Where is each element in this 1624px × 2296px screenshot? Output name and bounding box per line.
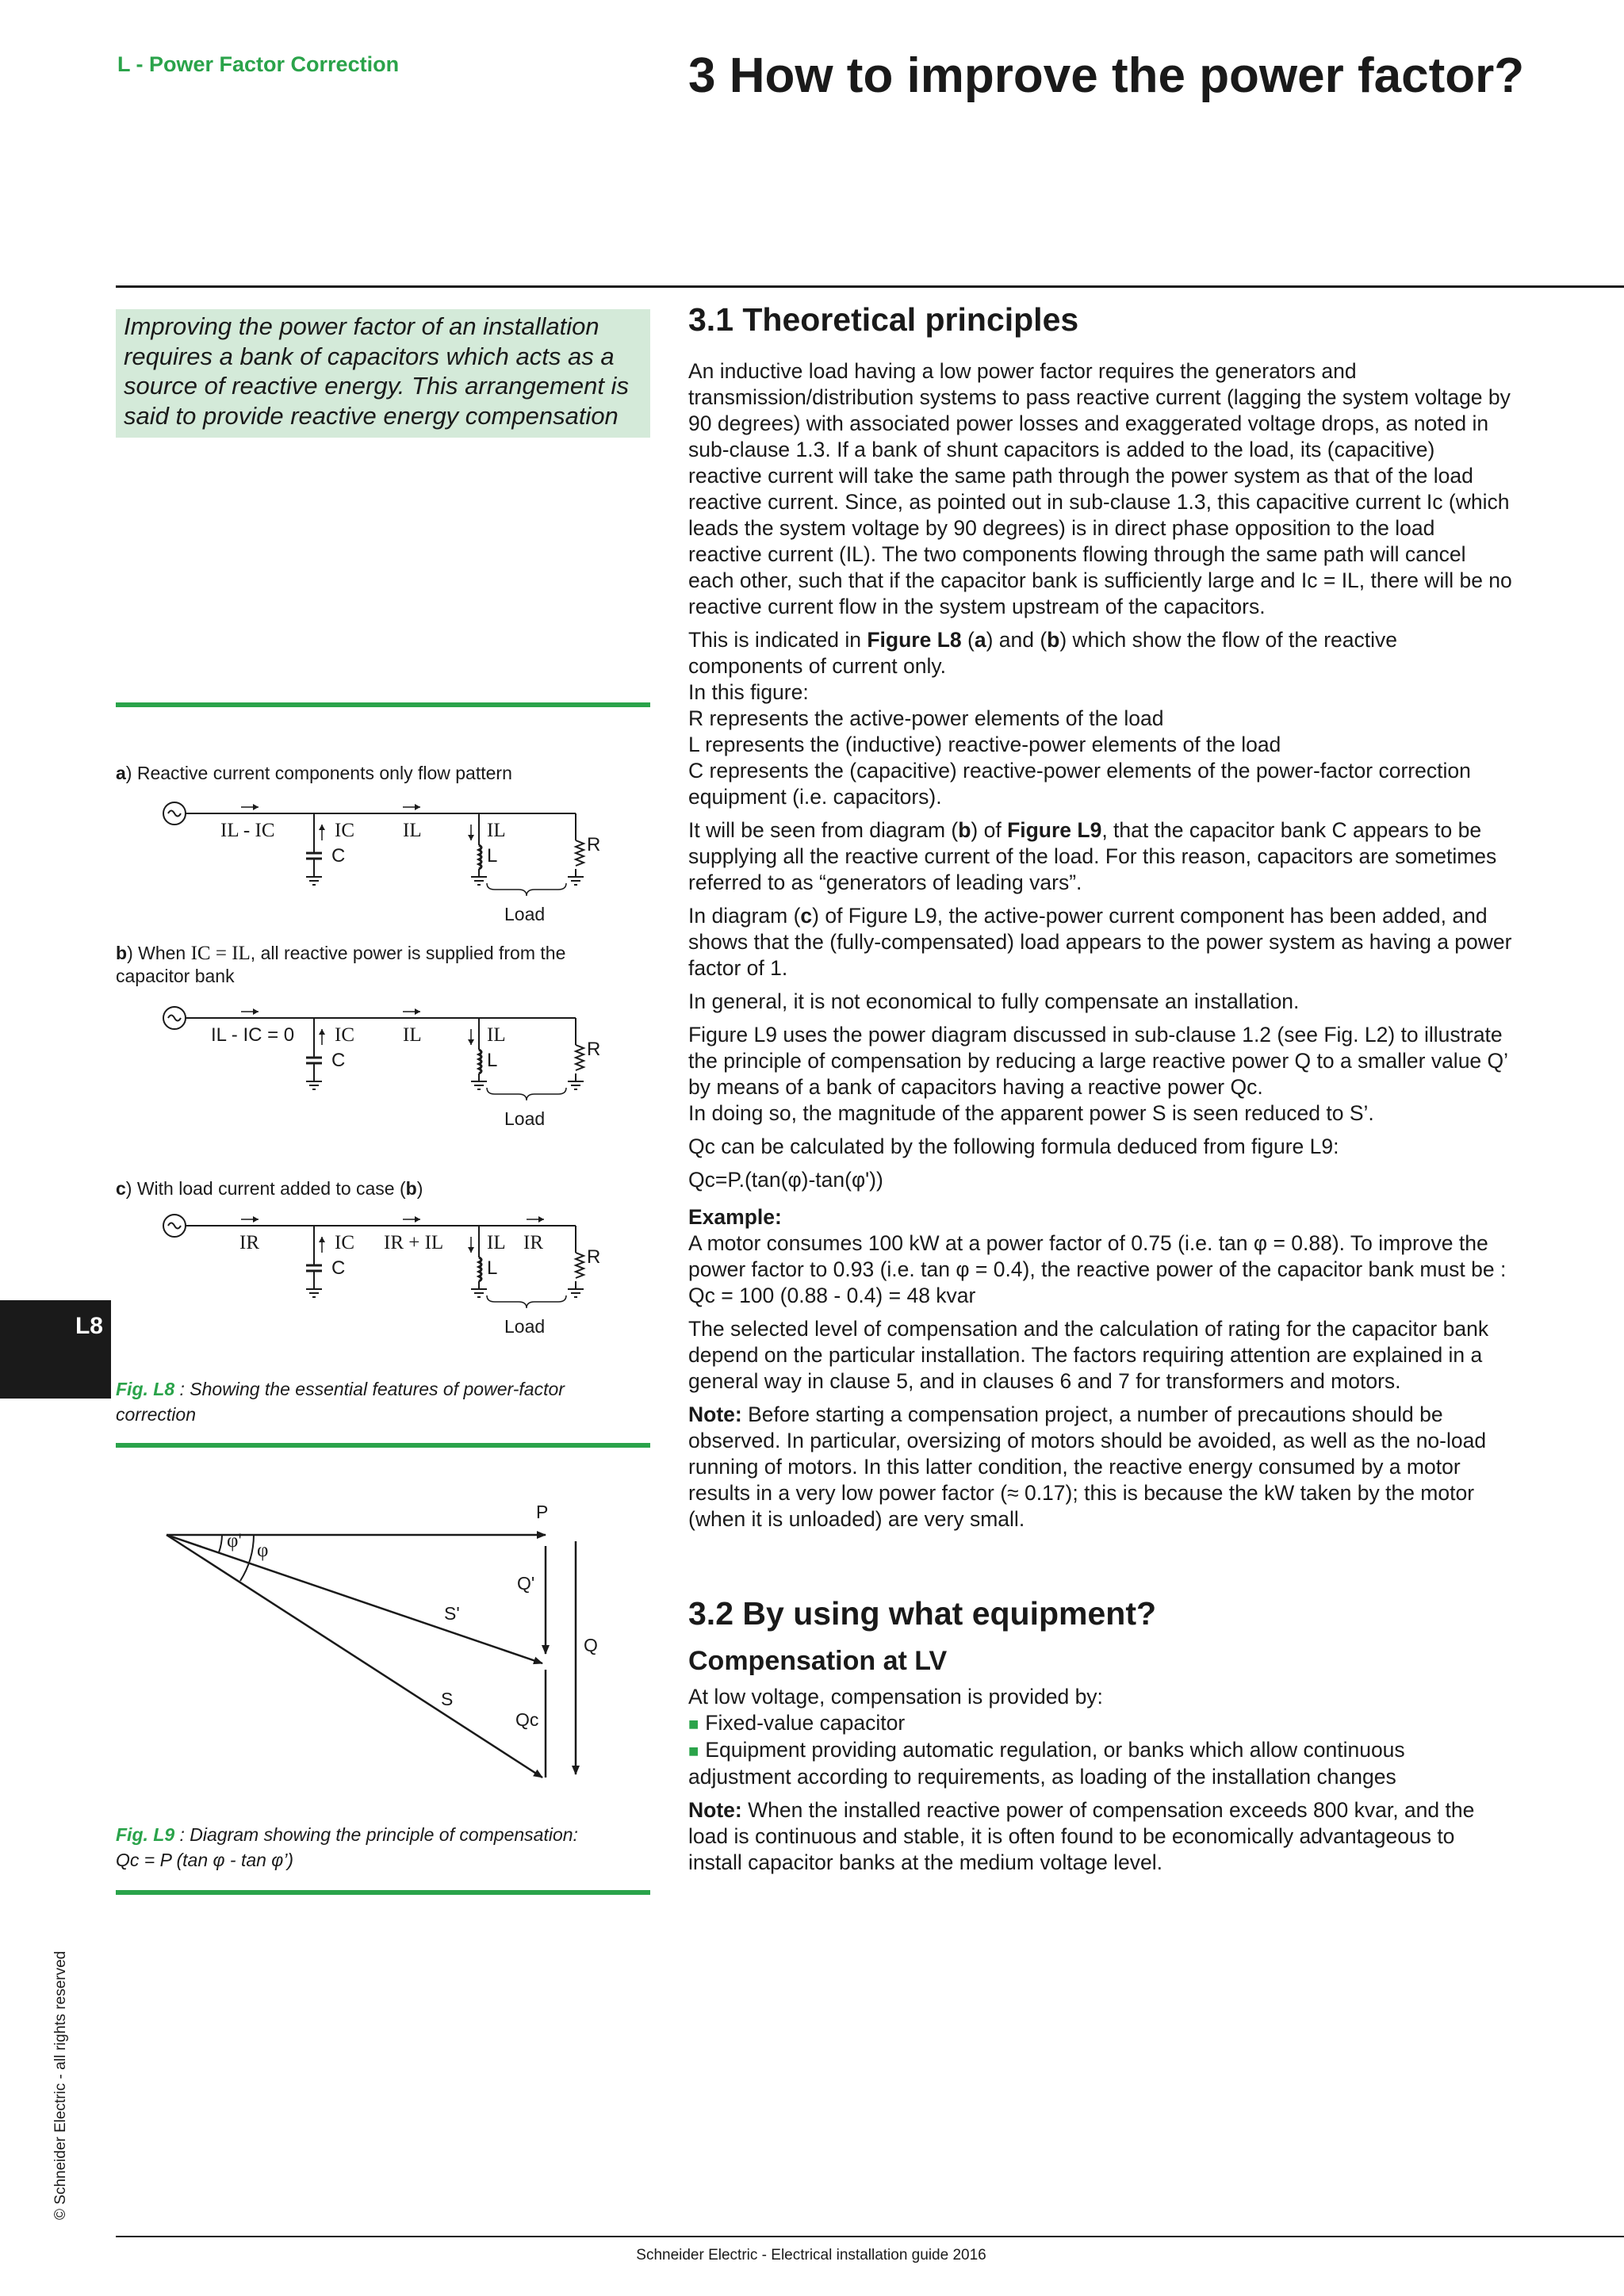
- label-phi-prime: φ': [227, 1530, 242, 1552]
- circuit-b-label-l: L: [487, 1050, 498, 1071]
- circuit-c-label-i1: IR: [239, 1232, 259, 1253]
- circuit-a-label-il-mid: IL: [403, 820, 422, 841]
- note: Note: Before starting a compensation project, a number of precautions should be observed. In particular, oversizing of motors should be avoided, as well as the no-load running of motors. In this latter condition, the reactive energy consumed by a motor results in a very low power factor (≈ 0.17); this is because the kW taken by the motor (when it is unloaded) are very small.: [688, 1402, 1487, 1531]
- circuit-c-label-r: R: [587, 1246, 601, 1268]
- paragraph: In general, it is not economical to fully compensate an installation.: [688, 989, 1300, 1013]
- circuit-b-label-r: R: [587, 1039, 601, 1060]
- circuit-b-label-il-mid: IL: [403, 1024, 422, 1046]
- main-column: [688, 300, 1513, 1883]
- circuit-c-label-ir: IR: [523, 1232, 543, 1253]
- bullet-icon: ■: [688, 1714, 699, 1734]
- paragraph: It will be seen from diagram (b) of Figure L9, that the capacitor bank C appears to be supplying all the reactive current of the load. For this reason, capacitors are sometimes referred to as “generators of leading vars”.: [688, 818, 1497, 894]
- label-phi: φ: [257, 1540, 269, 1561]
- circuit-b-label-c: C: [331, 1050, 346, 1071]
- footer-rule: [116, 2236, 1624, 2237]
- label-s: S: [441, 1689, 454, 1709]
- subsection-title: Compensation at LV: [688, 1646, 948, 1676]
- circuit-c-label-il-mid: IR + IL: [384, 1232, 444, 1253]
- circuit-b-label-il: IL: [487, 1024, 506, 1046]
- paragraph: An inductive load having a low power factor requires the generators and transmission/distribution systems to pass reactive current (lagging the system voltage by 90 degrees) with associated power losses and exaggerated voltage drops, as noted in sub-clause 1.3. If a bank of shunt capacitors is added to the load, its (capacitive) reactive current will take the same path through the power system as that of the load reactive current. Since, as pointed out in sub-clause 1.3, this capacitive current Ic (which leads the system voltage by 90 degrees) is in direct phase opposition to the load reactive current (IL). The two components flowing through the same path will cancel each other, such that if the capacitor bank is sufficiently large and Ic = IL, there will be no reactive current flow in the system upstream of the capacitors.: [688, 359, 1512, 618]
- label-q-prime: Q': [517, 1573, 535, 1594]
- figure-l8-caption-c: c) With load current added to case (b): [116, 1178, 423, 1199]
- bullet-icon: ■: [688, 1741, 699, 1761]
- circuit-a-label-i1: IL - IC: [220, 820, 275, 841]
- label-q: Q: [584, 1635, 598, 1655]
- s-vector: [167, 1535, 542, 1777]
- label-qc: Qc: [515, 1709, 539, 1730]
- figure-l8-caption: Fig. L8 : Showing the essential features of power-factor correction: [116, 1379, 565, 1425]
- circuit-b-label-load: Load: [504, 1108, 546, 1129]
- intro-text: At low voltage, compensation is provided by:: [688, 1685, 1103, 1709]
- figure-l9-caption: Fig. L9 : Diagram showing the principle of compensation: Qc = P (tan φ - tan φ’): [116, 1824, 578, 1870]
- paragraph: In diagram (c) of Figure L9, the active-power current component has been added, and shows that the (fully-compensated) load appears to the power system as having a power factor of 1.: [688, 904, 1512, 980]
- paragraph: Figure L9 uses the power diagram discussed in sub-clause 1.2 (see Fig. L2) to illustrate the principle of compensation by reducing a large reactive power Q to a smaller value Q’ by means of a bank of capacitors having a reactive power Qc. In doing so, the magnitude of the apparent power S is seen reduced to S’.: [688, 1023, 1508, 1125]
- list-item: ■ Equipment providing automatic regulation, or banks which allow continuous adjustment according to requirements, as loading of the installation changes: [688, 1738, 1405, 1789]
- label-s-prime: S': [444, 1603, 460, 1624]
- figure-l8-caption-a: a) Reactive current components only flow pattern: [116, 763, 512, 783]
- paragraph: The selected level of compensation and the calculation of rating for the capacitor bank depend on the particular installation. The factors requiring attention are explained in a general way in clause 5, and in clauses 6 and 7 for transformers and motors.: [688, 1317, 1489, 1393]
- circuit-a-label-c: C: [331, 845, 346, 867]
- circuit-a-label-il: IL: [487, 820, 506, 841]
- circuit-c-label-c: C: [331, 1257, 346, 1279]
- footer-text: Schneider Electric - Electrical installation guide 2016: [636, 2247, 986, 2263]
- paragraph: This is indicated in Figure L8 (a) and (b) which show the flow of the reactive components of current only. In this figure: R represents the active-power elements of the load L represents the (inductive) reactive-power elements of the load C represents the (capacitive) reactive-power elements of the power-factor correction equipment (i.e. capacitors).: [688, 628, 1471, 809]
- section-3-1-title: 3.1 Theoretical principles: [688, 301, 1079, 338]
- list-item: ■ Fixed-value capacitor: [688, 1711, 906, 1735]
- circuit-c-label-ic: IC: [335, 1232, 354, 1253]
- circuit-c-label-il: IL: [487, 1232, 506, 1253]
- copyright-text: © Schneider Electric - all rights reserved: [52, 1950, 69, 2220]
- phi-prime-arc: [219, 1535, 222, 1552]
- paragraph: Qc can be calculated by the following formula deduced from figure L9:: [688, 1135, 1339, 1158]
- summary-line: said to provide reactive energy compensation: [124, 401, 619, 430]
- circuit-b-label-ic: IC: [335, 1024, 354, 1046]
- summary-line: Improving the power factor of an installation: [124, 312, 599, 340]
- section-label: L - Power Factor Correction: [117, 52, 400, 76]
- page-tab-label: L8: [75, 1313, 103, 1339]
- circuit-a-label-l: L: [487, 845, 498, 867]
- chapter-title: 3 How to improve the power factor?: [688, 48, 1525, 103]
- circuit-a-label-r: R: [587, 834, 601, 855]
- green-divider: [116, 1890, 650, 1895]
- circuit-c-label-l: L: [487, 1257, 498, 1279]
- section-3-2-title: 3.2 By using what equipment?: [688, 1595, 1157, 1632]
- circuit-c-label-load: Load: [504, 1316, 546, 1337]
- phi-arc: [240, 1535, 254, 1581]
- s-prime-vector: [167, 1535, 542, 1663]
- circuit-a-label-ic: IC: [335, 820, 354, 841]
- summary-line: requires a bank of capacitors which acts as a: [124, 342, 615, 370]
- note: Note: When the installed reactive power of compensation exceeds 800 kvar, and the load is continuous and stable, it is often found to be economically advantageous to install capacitor banks at the medium voltage level.: [688, 1798, 1475, 1874]
- circuit-b-label-i1: IL - IC = 0: [211, 1024, 295, 1046]
- figure-l8-caption-b: b) When IC = IL, all reactive power is supplied from the capacitor bank: [116, 943, 566, 986]
- summary-line: source of reactive energy. This arrangement is: [124, 372, 629, 400]
- label-p: P: [536, 1502, 549, 1522]
- formula: Qc=P.(tan(φ)-tan(φ')): [688, 1168, 883, 1192]
- example: Example: A motor consumes 100 kW at a power factor of 0.75 (i.e. tan φ = 0.88). To improve the power factor to 0.93 (i.e. tan φ = 0.4), the reactive power of the capacitor bank must be : Qc = 100 (0.88 - 0.4) = 48 kvar: [688, 1205, 1507, 1307]
- circuit-a-label-load: Load: [504, 904, 546, 924]
